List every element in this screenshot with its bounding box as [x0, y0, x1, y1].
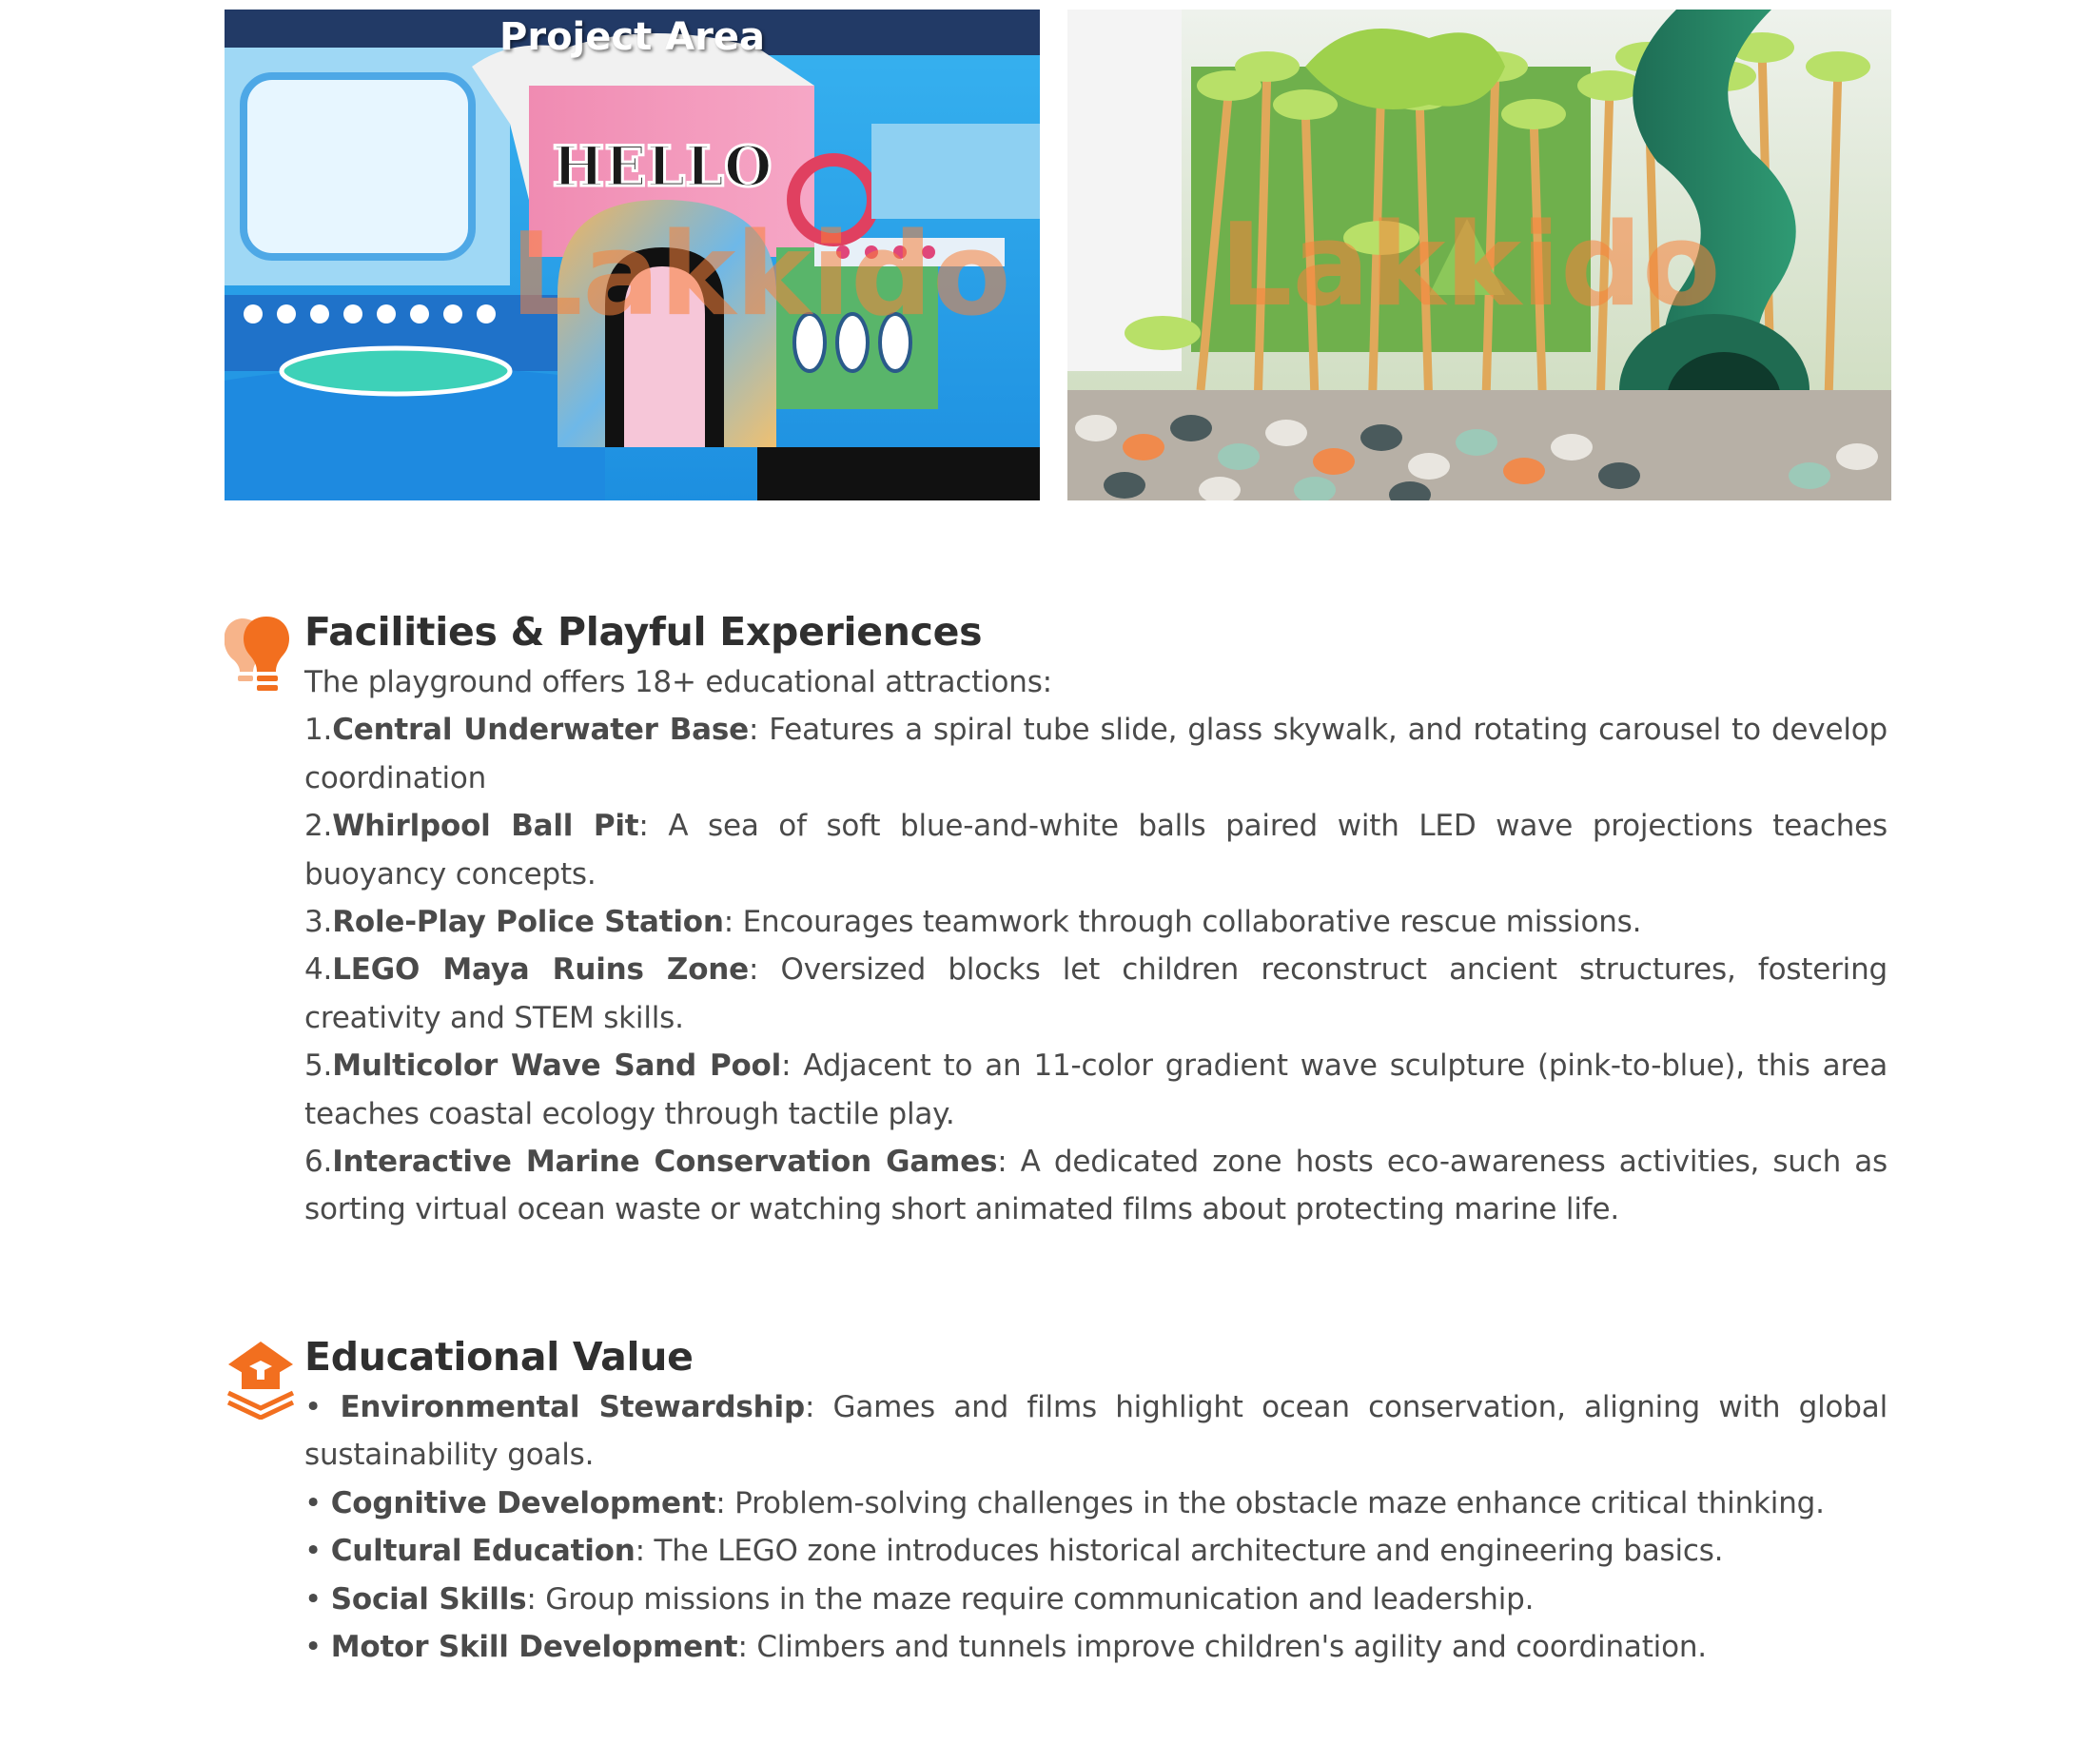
project-area-caption: Project Area: [499, 15, 765, 59]
list-item: 5.Multicolor Wave Sand Pool: Adjacent to an 11-color gradient wave sculpture (pink-to-blue), this area teaches coastal ecology through tactile play.: [304, 1049, 1888, 1131]
facilities-title: Facilities & Playful Experiences: [304, 609, 983, 655]
facilities-body: [304, 658, 1888, 1234]
list-item: 4.LEGO Maya Ruins Zone: Oversized blocks let children reconstruct ancient structures, fostering creativity and STEM skills.: [304, 952, 1888, 1035]
hello-sign: HELLO: [552, 134, 773, 199]
underwater-playground-image: [225, 10, 1040, 500]
list-item: • Motor Skill Development: Climbers and tunnels improve children's agility and coordination.: [304, 1630, 1707, 1665]
list-item: 1.Central Underwater Base: Features a spiral tube slide, glass skywalk, and rotating carousel to develop coordination: [304, 713, 1888, 795]
educational-value-body: [304, 1383, 1888, 1671]
facilities-section: [225, 605, 1891, 1234]
list-item: 3.Role-Play Police Station: Encourages teamwork through collaborative rescue missions.: [304, 905, 1642, 940]
graduation-cap-icon: [225, 1338, 297, 1420]
list-item: 6.Interactive Marine Conservation Games: A dedicated zone hosts eco-awareness activities, such as sorting virtual ocean waste or watching short animated films about protecting marine life.: [304, 1145, 1888, 1227]
lightbulb-icon: [225, 613, 297, 695]
list-item: • Cognitive Development: Problem-solving challenges in the obstacle maze enhance critical thinking.: [304, 1485, 1825, 1520]
facilities-intro: The playground offers 18+ educational attractions:: [304, 665, 1052, 699]
jungle-playground-image: [1067, 10, 1891, 500]
list-item: • Cultural Education: The LEGO zone introduces historical architecture and engineering basics.: [304, 1534, 1724, 1569]
project-area-photo: [225, 10, 1040, 500]
jungle-playground-photo: [1067, 10, 1891, 500]
list-item: • Environmental Stewardship: Games and films highlight ocean conservation, aligning with global sustainability goals.: [304, 1390, 1888, 1473]
list-item: • Social Skills: Group missions in the maze require communication and leadership.: [304, 1581, 1535, 1617]
list-item: 2.Whirlpool Ball Pit: A sea of soft blue-and-white balls paired with LED wave projections teaches buoyancy concepts.: [304, 809, 1888, 892]
educational-value-section: [225, 1330, 1891, 1671]
watermark-logo: Lakkido: [510, 209, 1011, 342]
educational-value-title: Educational Value: [304, 1334, 694, 1380]
watermark-logo: Lakkido: [1220, 200, 1721, 332]
